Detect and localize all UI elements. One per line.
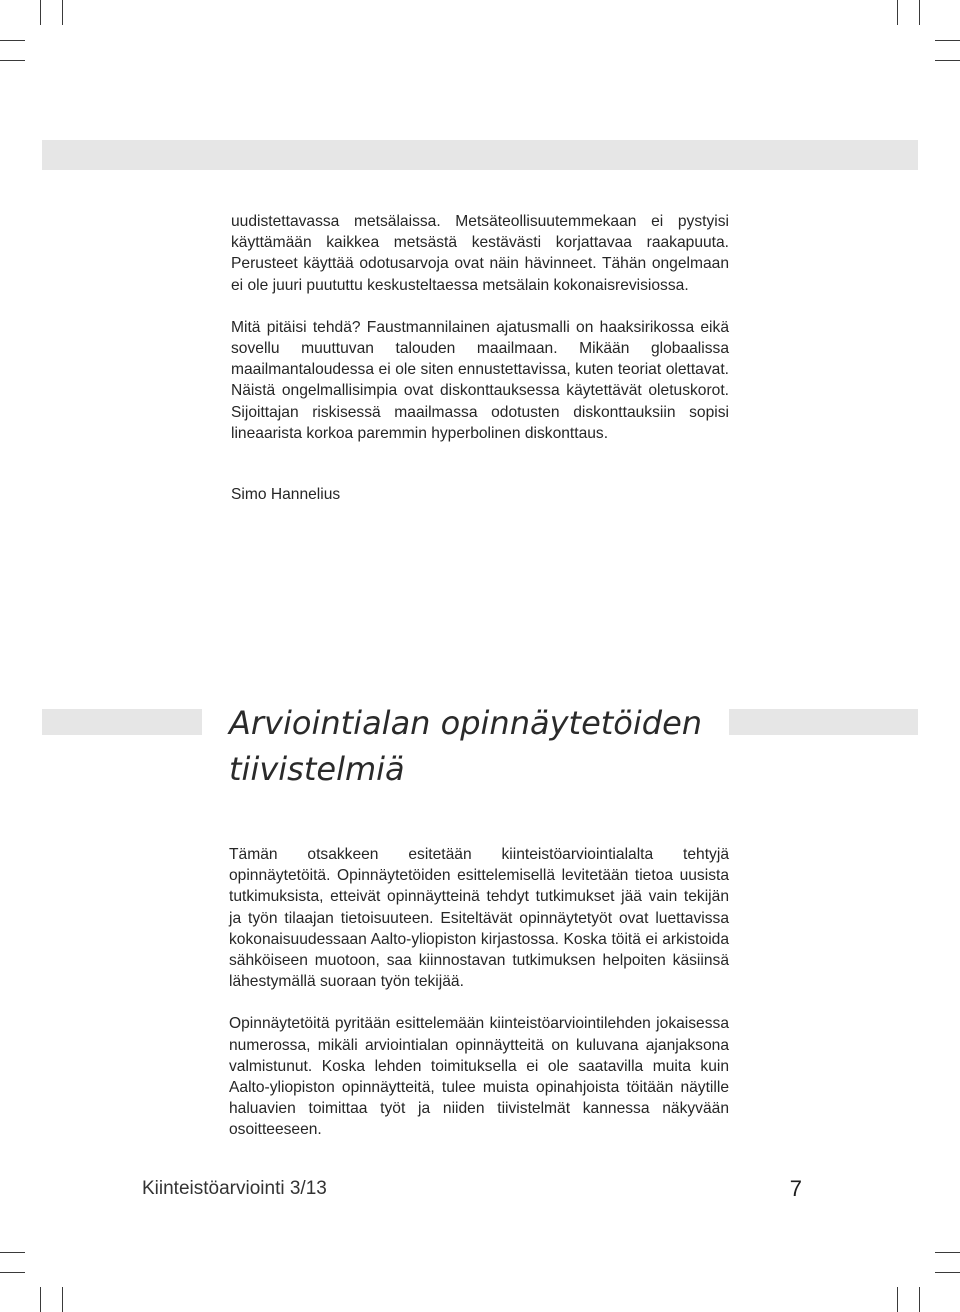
- crop-mark: [935, 40, 960, 41]
- section-heading-line: tiivistelmiä: [229, 750, 405, 788]
- page-number: 7: [789, 1176, 802, 1201]
- crop-mark: [0, 40, 25, 41]
- heading-band-left: [42, 709, 202, 735]
- section-paragraph: Opinnäytetöitä pyritään esittelemään kiinteistöarviointilehden jokaisessa numerossa, mikäli arviointialan opinnäytteitä on kuluvana ajanjaksona valmistunut. Koska lehden toimituksella ei ole saatavilla muita kuin Aalto-yliopiston opinnäytteitä, tulee muista opinahjoista töitään näytille haluavien toimittaa työt ja niiden tiivistelmät kannessa näkyvään osoitteeseen.: [229, 1015, 729, 1139]
- article-paragraph: Mitä pitäisi tehdä? Faustmannilainen ajatusmalli on haaksirikossa eikä sovellu muuttuvan talouden maailmaan. Mikään globaalissa maailmantaloudessa ei ole siten ennustettavissa, kuten teoriat olettavat. Näistä ongelmallisimpia ovat diskonttauksessa käytettävät oletuskorot. Sijoittajan riskisessä maailmassa odotusten diskonttauksiin sopisi lineaarista korkoa paremmin hyperbolinen diskonttaus.: [231, 318, 729, 442]
- section-paragraph: Tämän otsakkeen esitetään kiinteistöarviointialalta tehtyjä opinnäytetöitä. Opinnäytetöiden esittelemisellä levitetään tietoa uusista tutkimuksista, etteivät opinnäytteinä tehdyt tutkimukset jää vain tekijän ja työn tilaajan tietoisuuteen. Esiteltävät opinnäytetyöt ovat luettavissa kokonaisuudessaan Aalto-yliopiston kirjastossa. Koska töitä ei arkistoida sähköiseen muotoon, saa kiinnostavan tutkimuksen helpoiten käsiinsä lähestymällä suoraan työn tekijää.: [229, 846, 729, 991]
- article-paragraph: uudistettavassa metsälaissa. Metsäteollisuutemmekaan ei pystyisi käyttämään kaikkea metsästä kestävästi korjattavaa raakapuuta. Perusteet käyttää odotusarvoja ovat näin hävinneet. Tähän ongelmaan ei ole juuri puututtu keskusteltaessa metsälain kokonaisrevisiossa.: [231, 213, 729, 294]
- article-author: Simo Hannelius: [231, 486, 341, 503]
- crop-mark: [40, 1287, 41, 1312]
- crop-mark: [0, 60, 25, 61]
- section-heading-line: Arviointialan opinnäytetöiden: [229, 704, 703, 742]
- crop-mark: [935, 1252, 960, 1253]
- publication-name: Kiinteistöarviointi 3/13: [142, 1178, 327, 1199]
- header-band: [42, 140, 918, 170]
- crop-mark: [0, 1252, 25, 1253]
- crop-mark: [62, 0, 63, 25]
- article-body: [231, 211, 729, 444]
- crop-mark: [919, 0, 920, 25]
- section-body: [229, 844, 729, 1141]
- crop-mark: [0, 1272, 25, 1273]
- crop-mark: [935, 60, 960, 61]
- heading-band-right: [729, 709, 918, 735]
- crop-mark: [935, 1272, 960, 1273]
- crop-mark: [897, 0, 898, 25]
- crop-mark: [62, 1287, 63, 1312]
- crop-mark: [919, 1287, 920, 1312]
- section-heading: [229, 700, 729, 792]
- crop-mark: [40, 0, 41, 25]
- crop-mark: [897, 1287, 898, 1312]
